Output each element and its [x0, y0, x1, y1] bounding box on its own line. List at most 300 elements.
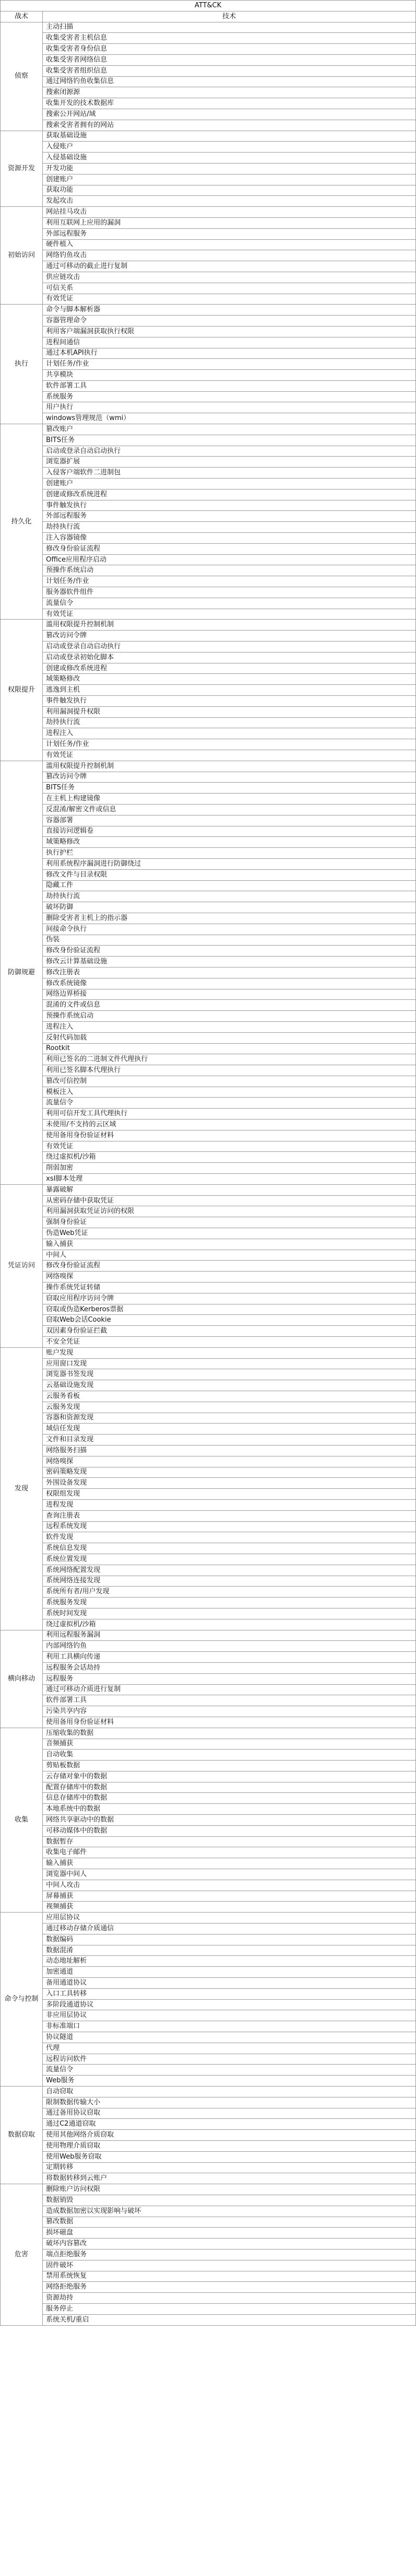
- technique-cell: 数据暂存: [43, 1836, 416, 1847]
- table-row: [1, 1163, 416, 1174]
- table-row: [1, 533, 416, 544]
- table-row: [1, 1717, 416, 1728]
- table-row: [1, 511, 416, 522]
- technique-cell: 系统服务发现: [43, 1598, 416, 1608]
- tactic-cell: 资源开发: [1, 131, 43, 207]
- table-row: [1, 2021, 416, 2032]
- technique-cell: 窃取Web会话Cookie: [43, 1315, 416, 1326]
- technique-cell: 数据编码: [43, 1934, 416, 1945]
- technique-cell: 启动或登录自动启动执行: [43, 446, 416, 457]
- table-row: [1, 902, 416, 913]
- table-row: [1, 1272, 416, 1283]
- table-row: [1, 935, 416, 946]
- table-row: [1, 2087, 416, 2097]
- technique-cell: 事件触发执行: [43, 696, 416, 707]
- technique-cell: 创建账户: [43, 174, 416, 185]
- technique-cell: 修改身份验证流程: [43, 1261, 416, 1272]
- table-row: [1, 728, 416, 739]
- tactic-cell: 执行: [1, 305, 43, 424]
- table-row: [1, 1880, 416, 1891]
- tactic-cell: 发现: [1, 1347, 43, 1630]
- technique-cell: 收集受害者组织信息: [43, 65, 416, 76]
- technique-cell: 利用漏洞提升权限: [43, 706, 416, 717]
- technique-cell: 进程注入: [43, 1021, 416, 1032]
- table-row: [1, 1293, 416, 1304]
- technique-cell: 使用Web服务窃取: [43, 2151, 416, 2162]
- title-row: [1, 1, 416, 11]
- table-row: [1, 739, 416, 750]
- technique-cell: 预操作系统启动: [43, 1011, 416, 1022]
- table-row: [1, 196, 416, 207]
- technique-cell: 有效凭证: [43, 750, 416, 761]
- technique-cell: 流量信令: [43, 598, 416, 609]
- table-row: [1, 1587, 416, 1598]
- technique-cell: 固件破坏: [43, 2260, 416, 2271]
- table-row: [1, 1630, 416, 1641]
- table-row: [1, 228, 416, 239]
- table-row: [1, 1000, 416, 1011]
- table-row: [1, 1337, 416, 1348]
- table-row: [1, 946, 416, 957]
- table-row: [1, 33, 416, 44]
- technique-cell: 破坏内容篡改: [43, 2239, 416, 2249]
- technique-cell: 云基础设施发现: [43, 1380, 416, 1391]
- table-row: [1, 185, 416, 196]
- table-row: [1, 1543, 416, 1554]
- technique-cell: 滥用权限提升控制机制: [43, 620, 416, 631]
- technique-cell: 远程访问软件: [43, 2054, 416, 2065]
- technique-cell: 可信关系: [43, 283, 416, 294]
- technique-cell: 篡改可信控制: [43, 1076, 416, 1087]
- table-row: [1, 804, 416, 815]
- table-row: [1, 2151, 416, 2162]
- technique-cell: Web服务: [43, 2076, 416, 2087]
- technique-cell: 污染共享内容: [43, 1706, 416, 1717]
- table-row: [1, 468, 416, 479]
- tactic-cell: 侦察: [1, 22, 43, 131]
- technique-cell: 账户发现: [43, 1347, 416, 1358]
- table-row: [1, 1945, 416, 1956]
- table-row: [1, 2249, 416, 2260]
- table-row: [1, 1076, 416, 1087]
- table-row: [1, 1761, 416, 1771]
- tactic-cell: 权限提升: [1, 620, 43, 761]
- technique-cell: 流量信令: [43, 2065, 416, 2076]
- table-row: [1, 435, 416, 446]
- technique-cell: 劫持执行流: [43, 717, 416, 728]
- table-row: [1, 217, 416, 228]
- technique-cell: 使用其他网络介质窃取: [43, 2130, 416, 2141]
- table-row: [1, 207, 416, 218]
- technique-cell: 网络边界桥接: [43, 989, 416, 1000]
- table-row: [1, 413, 416, 424]
- technique-cell: 本地系统中的数据: [43, 1804, 416, 1815]
- technique-cell: 创建账户: [43, 479, 416, 489]
- table-title: ATT&CK: [1, 1, 416, 11]
- technique-cell: 容器和资源发现: [43, 1413, 416, 1424]
- technique-cell: 注入容器镜像: [43, 533, 416, 544]
- table-row: [1, 837, 416, 848]
- table-row: [1, 22, 416, 33]
- table-row: [1, 2119, 416, 2130]
- technique-cell: 信息存储库中的数据: [43, 1793, 416, 1804]
- technique-cell: 利用互联网上应用的漏洞: [43, 217, 416, 228]
- table-row: [1, 1652, 416, 1663]
- technique-cell: 篡改访问令牌: [43, 772, 416, 783]
- technique-cell: 利用远程服务漏洞: [43, 1630, 416, 1641]
- table-row: [1, 479, 416, 489]
- technique-cell: 劫持执行流: [43, 522, 416, 533]
- table-row: [1, 1750, 416, 1761]
- table-row: [1, 153, 416, 164]
- table-row: [1, 706, 416, 717]
- table-row: [1, 1858, 416, 1869]
- table-row: [1, 348, 416, 359]
- table-row: [1, 446, 416, 457]
- table-row: [1, 457, 416, 468]
- table-row: [1, 826, 416, 837]
- technique-cell: 云服务发现: [43, 1402, 416, 1413]
- technique-cell: 查询注册表: [43, 1510, 416, 1521]
- tactic-cell: 数据窃取: [1, 2087, 43, 2184]
- table-row: [1, 1206, 416, 1217]
- table-row: [1, 109, 416, 120]
- technique-cell: 域策略修改: [43, 837, 416, 848]
- technique-cell: 域信任发现: [43, 1424, 416, 1435]
- table-row: [1, 1804, 416, 1815]
- table-row: [1, 554, 416, 565]
- table-row: [1, 1304, 416, 1315]
- technique-cell: 命令与脚本解析器: [43, 305, 416, 316]
- table-row: [1, 272, 416, 283]
- table-row: [1, 174, 416, 185]
- table-row: [1, 750, 416, 761]
- table-row: [1, 1467, 416, 1478]
- table-row: [1, 1576, 416, 1587]
- technique-cell: 浏览器扩展: [43, 457, 416, 468]
- table-row: [1, 1087, 416, 1098]
- table-row: [1, 2010, 416, 2021]
- technique-cell: 中间人攻击: [43, 1880, 416, 1891]
- table-row: [1, 913, 416, 924]
- technique-cell: 修改注册表: [43, 967, 416, 978]
- table-row: [1, 1684, 416, 1695]
- technique-cell: 自动收集: [43, 1750, 416, 1761]
- table-row: [1, 391, 416, 402]
- table-row: [1, 2260, 416, 2271]
- technique-cell: 反混淆/解密文件或信息: [43, 804, 416, 815]
- table-row: [1, 1141, 416, 1152]
- technique-cell: 系统网络连接发现: [43, 1576, 416, 1587]
- table-row: [1, 87, 416, 98]
- technique-cell: BITS任务: [43, 435, 416, 446]
- table-row: [1, 1934, 416, 1945]
- technique-cell: 入侵基础设施: [43, 153, 416, 164]
- table-row: [1, 163, 416, 174]
- header-technique: 技术: [43, 11, 416, 22]
- technique-cell: 创建或修改系统进程: [43, 663, 416, 674]
- technique-cell: 通过本机API执行: [43, 348, 416, 359]
- technique-cell: 窃取或伪造Kerberos票据: [43, 1304, 416, 1315]
- table-row: [1, 1836, 416, 1847]
- technique-cell: 容器部署: [43, 815, 416, 826]
- table-row: [1, 978, 416, 989]
- technique-cell: 系统位置发现: [43, 1554, 416, 1565]
- table-row: [1, 1891, 416, 1902]
- technique-cell: 系统网络配置发现: [43, 1565, 416, 1576]
- technique-cell: Rootkit: [43, 1043, 416, 1054]
- technique-cell: 浏览器中间人: [43, 1869, 416, 1880]
- technique-cell: 伪造Web凭证: [43, 1228, 416, 1239]
- table-row: [1, 652, 416, 663]
- table-row: [1, 1793, 416, 1804]
- technique-cell: 代理: [43, 2043, 416, 2054]
- technique-cell: 网络嗅探: [43, 1456, 416, 1467]
- technique-cell: 系统时间发现: [43, 1608, 416, 1619]
- technique-cell: 不安全凭证: [43, 1337, 416, 1348]
- table-row: [1, 674, 416, 685]
- technique-cell: 隐藏工件: [43, 880, 416, 891]
- technique-cell: 系统信息发现: [43, 1543, 416, 1554]
- technique-cell: 预操作系统启动: [43, 565, 416, 576]
- technique-cell: 限制数据传输大小: [43, 2097, 416, 2108]
- technique-cell: Office应用程序启动: [43, 554, 416, 565]
- technique-cell: 事件触发执行: [43, 500, 416, 511]
- table-row: [1, 424, 416, 435]
- table-row: [1, 142, 416, 153]
- table-row: [1, 761, 416, 772]
- technique-cell: 剪贴板数据: [43, 1761, 416, 1771]
- technique-cell: 主动扫描: [43, 22, 416, 33]
- table-row: [1, 869, 416, 880]
- technique-cell: 修改云计算基础设施: [43, 957, 416, 968]
- technique-cell: 使用备用身份验证材料: [43, 1130, 416, 1141]
- technique-cell: 损坏磁盘: [43, 2228, 416, 2239]
- table-row: [1, 1402, 416, 1413]
- table-row: [1, 1739, 416, 1750]
- technique-cell: 篡改账户: [43, 424, 416, 435]
- table-row: [1, 2314, 416, 2325]
- technique-cell: 有效凭证: [43, 294, 416, 305]
- technique-cell: 计划任务/作业: [43, 576, 416, 587]
- technique-cell: 利用漏洞获取凭证访问的权限: [43, 1206, 416, 1217]
- technique-cell: 利用可信开发工具代理执行: [43, 1109, 416, 1120]
- table-row: [1, 1598, 416, 1608]
- table-row: [1, 1978, 416, 1989]
- table-row: [1, 1032, 416, 1043]
- table-row: [1, 1184, 416, 1195]
- technique-cell: 滥用权限提升控制机制: [43, 761, 416, 772]
- table-row: [1, 989, 416, 1000]
- technique-cell: 云服务看板: [43, 1391, 416, 1402]
- technique-cell: 数据销毁: [43, 2195, 416, 2206]
- table-row: [1, 76, 416, 87]
- technique-cell: 多阶段通道协议: [43, 1999, 416, 2010]
- technique-cell: 软件部署工具: [43, 1695, 416, 1706]
- table-row: [1, 380, 416, 391]
- technique-cell: 入侵客户端软件二进制包: [43, 468, 416, 479]
- table-row: [1, 1424, 416, 1435]
- table-row: [1, 543, 416, 554]
- technique-cell: 通过移动存储介质通信: [43, 1924, 416, 1934]
- table-row: [1, 283, 416, 294]
- technique-cell: 远程服务会话劫持: [43, 1662, 416, 1673]
- technique-cell: 压缩收集的数据: [43, 1728, 416, 1739]
- technique-cell: 削弱加密: [43, 1163, 416, 1174]
- table-row: [1, 891, 416, 902]
- tactic-cell: 凭证访问: [1, 1184, 43, 1347]
- table-row: [1, 1435, 416, 1446]
- table-row: [1, 1489, 416, 1500]
- table-row: [1, 1217, 416, 1228]
- technique-cell: 直接访问逻辑卷: [43, 826, 416, 837]
- technique-cell: 容器管理命令: [43, 316, 416, 327]
- technique-cell: 远程服务: [43, 1673, 416, 1684]
- table-row: [1, 1021, 416, 1032]
- technique-cell: 删除账户访问权限: [43, 2184, 416, 2195]
- table-row: [1, 565, 416, 576]
- technique-cell: 视频捕获: [43, 1902, 416, 1913]
- tactic-cell: 初始访问: [1, 207, 43, 305]
- technique-cell: 搜索闭源源: [43, 87, 416, 98]
- table-row: [1, 1065, 416, 1076]
- technique-cell: windows管理规范（wmi）: [43, 413, 416, 424]
- table-row: [1, 685, 416, 696]
- table-row: [1, 631, 416, 642]
- table-row: [1, 250, 416, 261]
- technique-cell: 系统关机/重启: [43, 2314, 416, 2325]
- tactic-cell: 持久化: [1, 424, 43, 620]
- table-row: [1, 402, 416, 413]
- technique-cell: 删除受害者主机上的指示器: [43, 913, 416, 924]
- technique-cell: 利用已签名的二进制文件代理执行: [43, 1054, 416, 1065]
- table-row: [1, 326, 416, 337]
- table-row: [1, 696, 416, 707]
- tactic-cell: 防御规避: [1, 761, 43, 1184]
- table-row: [1, 1608, 416, 1619]
- technique-cell: 屏幕捕获: [43, 1891, 416, 1902]
- table-row: [1, 1283, 416, 1293]
- table-row: [1, 2217, 416, 2228]
- table-row: [1, 239, 416, 250]
- table-row: [1, 2282, 416, 2293]
- technique-cell: 网络共享驱动中的数据: [43, 1815, 416, 1826]
- table-row: [1, 489, 416, 500]
- table-row: [1, 663, 416, 674]
- table-row: [1, 1130, 416, 1141]
- table-row: [1, 2293, 416, 2304]
- technique-cell: 获取功能: [43, 185, 416, 196]
- technique-cell: 进程发现: [43, 1499, 416, 1510]
- technique-cell: 入口工具转移: [43, 1988, 416, 1999]
- technique-cell: 收集受害者主机信息: [43, 33, 416, 44]
- table-row: [1, 924, 416, 935]
- technique-cell: 收集电子邮件: [43, 1847, 416, 1858]
- table-row: [1, 1565, 416, 1576]
- technique-cell: 云存储对象中的数据: [43, 1771, 416, 1782]
- table-row: [1, 1369, 416, 1380]
- technique-cell: 计划任务/作业: [43, 739, 416, 750]
- technique-cell: 系统所有者/用户发现: [43, 1587, 416, 1598]
- technique-cell: 计划任务/作业: [43, 359, 416, 370]
- technique-cell: 进程注入: [43, 728, 416, 739]
- table-row: [1, 305, 416, 316]
- technique-cell: BITS任务: [43, 783, 416, 794]
- technique-cell: 协议隧道: [43, 2032, 416, 2043]
- table-row: [1, 1011, 416, 1022]
- table-row: [1, 1250, 416, 1261]
- table-row: [1, 642, 416, 652]
- technique-cell: 修改身份验证流程: [43, 946, 416, 957]
- table-row: [1, 609, 416, 620]
- technique-cell: 供应链攻击: [43, 272, 416, 283]
- technique-cell: 域策略修改: [43, 674, 416, 685]
- table-row: [1, 576, 416, 587]
- table-row: [1, 848, 416, 859]
- technique-cell: 外部远程服务: [43, 511, 416, 522]
- table-row: [1, 1510, 416, 1521]
- table-row: [1, 598, 416, 609]
- table-row: [1, 500, 416, 511]
- technique-cell: 动态地址解析: [43, 1956, 416, 1967]
- table-row: [1, 783, 416, 794]
- technique-cell: 将数据转移到云账户: [43, 2173, 416, 2184]
- technique-cell: 启动或登录初始化脚本: [43, 652, 416, 663]
- technique-cell: 通过备用协议窃取: [43, 2108, 416, 2119]
- table-row: [1, 2239, 416, 2249]
- technique-cell: 暴露破解: [43, 1184, 416, 1195]
- table-row: [1, 1999, 416, 2010]
- table-row: [1, 1673, 416, 1684]
- table-row: [1, 1098, 416, 1109]
- technique-cell: 入侵账户: [43, 142, 416, 153]
- technique-cell: 文件和目录发现: [43, 1435, 416, 1446]
- technique-cell: 强制身份验证: [43, 1217, 416, 1228]
- table-row: [1, 1499, 416, 1510]
- table-row: [1, 772, 416, 783]
- table-row: [1, 1326, 416, 1337]
- technique-cell: 伪装: [43, 935, 416, 946]
- technique-cell: 系统服务: [43, 391, 416, 402]
- table-row: [1, 1043, 416, 1054]
- technique-cell: 配置存储库中的数据: [43, 1782, 416, 1793]
- table-row: [1, 1924, 416, 1934]
- table-row: [1, 2173, 416, 2184]
- table-row: [1, 1261, 416, 1272]
- technique-cell: 内部网络钓鱼: [43, 1641, 416, 1652]
- technique-cell: 有效凭证: [43, 1141, 416, 1152]
- technique-cell: 间接命令执行: [43, 924, 416, 935]
- technique-cell: 网络嗅探: [43, 1272, 416, 1283]
- table-row: [1, 337, 416, 348]
- technique-cell: 获取基础设施: [43, 131, 416, 142]
- table-row: [1, 1315, 416, 1326]
- table-row: [1, 717, 416, 728]
- technique-cell: 收集开发的技术数据库: [43, 98, 416, 109]
- table-row: [1, 957, 416, 968]
- table-row: [1, 1228, 416, 1239]
- table-row: [1, 261, 416, 272]
- table-row: [1, 1521, 416, 1532]
- table-row: [1, 1347, 416, 1358]
- technique-cell: 启动或登录自动启动执行: [43, 642, 416, 652]
- table-row: [1, 98, 416, 109]
- table-row: [1, 2184, 416, 2195]
- technique-cell: 软件部署工具: [43, 380, 416, 391]
- technique-cell: 端点拒绝服务: [43, 2249, 416, 2260]
- table-row: [1, 1380, 416, 1391]
- table-row: [1, 1695, 416, 1706]
